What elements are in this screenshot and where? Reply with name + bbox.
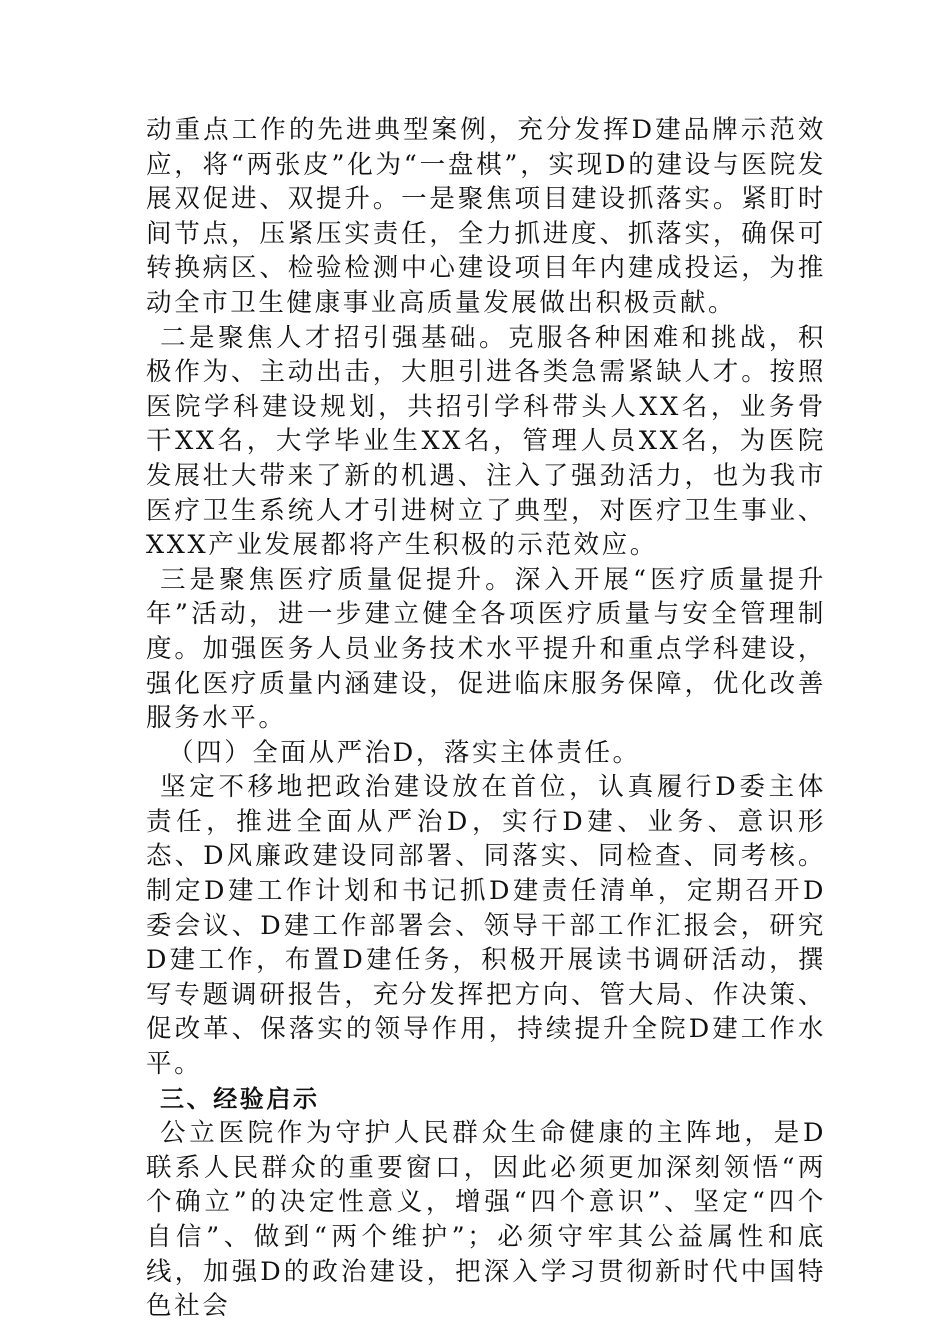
- document-body: [146, 113, 826, 1324]
- paragraph-talent: 二是聚焦人才招引强基础。克服各种困难和挑战，积极作为、主动出击，大胆引进各类急需紧缺人才。按照医院学科建设规划，共招引学科带头人XX名，业务骨干XX名，大学毕业生XX名，管理人员XX名，为医院发展壮大带来了新的机遇、注入了强劲活力，也为我市医疗卫生系统人才引进树立了典型，对医疗卫生事业、XXX产业发展都将产生积极的示范效应。: [146, 322, 826, 561]
- paragraph-lessons: 公立医院作为守护人民群众生命健康的主阵地，是D联系人民群众的重要窗口，因此必须更加深刻领悟“两个确立”的决定性意义，增强“四个意识”、坚定“四个自信”、做到“两个维护”；必须守牢其公益属性和底线，加强D的政治建设，把深入学习贯彻新时代中国特色社会: [146, 1118, 826, 1322]
- paragraph-governance: 坚定不移地把政治建设放在首位，认真履行D委主体责任，推进全面从严治D，实行D建、业务、意识形态、D风廉政建设同部署、同落实、同检查、同考核。制定D建工作计划和书记抓D建责任清单，定期召开D委会议、D建工作部署会、领导干部工作汇报会，研究D建工作，布置D建任务，积极开展读书调研活动，撰写专题调研报告，充分发挥把方向、管大局、作决策、促改革、保落实的领导作用，持续提升全院D建工作水平。: [146, 772, 826, 1080]
- subheading-four: （四）全面从严治D，落实主体责任。: [168, 737, 641, 768]
- paragraph-continuation: 动重点工作的先进典型案例，充分发挥D建品牌示范效应，将“两张皮”化为“一盘棋”，实现D的建设与医院发展双促进、双提升。一是聚焦项目建设抓落实。紧盯时间节点，压紧压实责任，全力抓进度、抓落实，确保可转换病区、检验检测中心建设项目年内建成投运，为推动全市卫生健康事业高质量发展做出积极贡献。: [146, 115, 826, 318]
- paragraph-quality: 三是聚焦医疗质量促提升。深入开展“医疗质量提升年”活动，进一步建立健全各项医疗质量与安全管理制度。加强医务人员业务技术水平提升和重点学科建设，强化医疗质量内涵建设，促进临床服务保障，优化改善服务水平。: [146, 564, 826, 734]
- section-heading: 三、经验启示: [160, 1084, 320, 1113]
